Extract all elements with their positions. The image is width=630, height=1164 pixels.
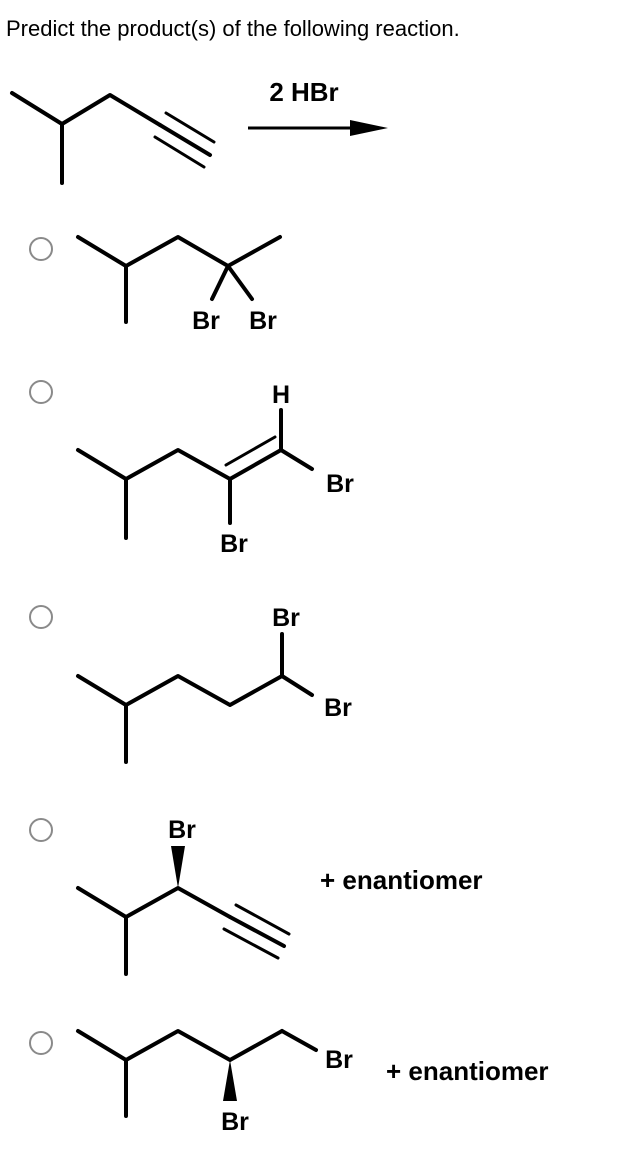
option-3-br-label-top: Br	[272, 604, 300, 632]
option-3-br-label-end: Br	[324, 694, 352, 722]
option-4-enantiomer-note: + enantiomer	[320, 865, 483, 895]
reagent-label: 2 HBr	[269, 77, 339, 107]
option-2-h-label: H	[271, 381, 291, 409]
option-5-structure	[78, 1031, 316, 1116]
option-5-enantiomer-note: + enantiomer	[386, 1056, 549, 1086]
option-3[interactable]	[30, 604, 352, 762]
option-2-br-label-vinyl: Br	[220, 530, 248, 558]
question-prompt: Predict the product(s) of the following reaction.	[6, 16, 460, 41]
option-1-radio[interactable]	[30, 238, 52, 260]
option-5-br-label-wedge: Br	[221, 1108, 249, 1136]
option-3-structure	[78, 634, 312, 762]
option-4-br-label: Br	[168, 816, 196, 844]
starting-material-structure	[12, 93, 214, 183]
option-5-radio[interactable]	[30, 1032, 52, 1054]
option-4-radio[interactable]	[30, 819, 52, 841]
option-4[interactable]	[30, 816, 483, 974]
option-5-wedge-bond	[223, 1060, 237, 1101]
option-5-br-label-end: Br	[325, 1046, 353, 1074]
option-4-wedge-bond	[171, 846, 185, 888]
option-2[interactable]	[30, 381, 354, 558]
option-2-structure	[78, 410, 312, 538]
option-3-radio[interactable]	[30, 606, 52, 628]
option-2-radio[interactable]	[30, 381, 52, 403]
option-5[interactable]	[30, 1031, 549, 1136]
option-1-br-label-right: Br	[249, 307, 277, 335]
option-2-br-label-end: Br	[326, 470, 354, 498]
reaction-arrow	[248, 120, 388, 136]
option-1-br-label-left: Br	[192, 307, 220, 335]
option-4-structure	[78, 846, 289, 974]
option-1[interactable]	[30, 237, 280, 335]
